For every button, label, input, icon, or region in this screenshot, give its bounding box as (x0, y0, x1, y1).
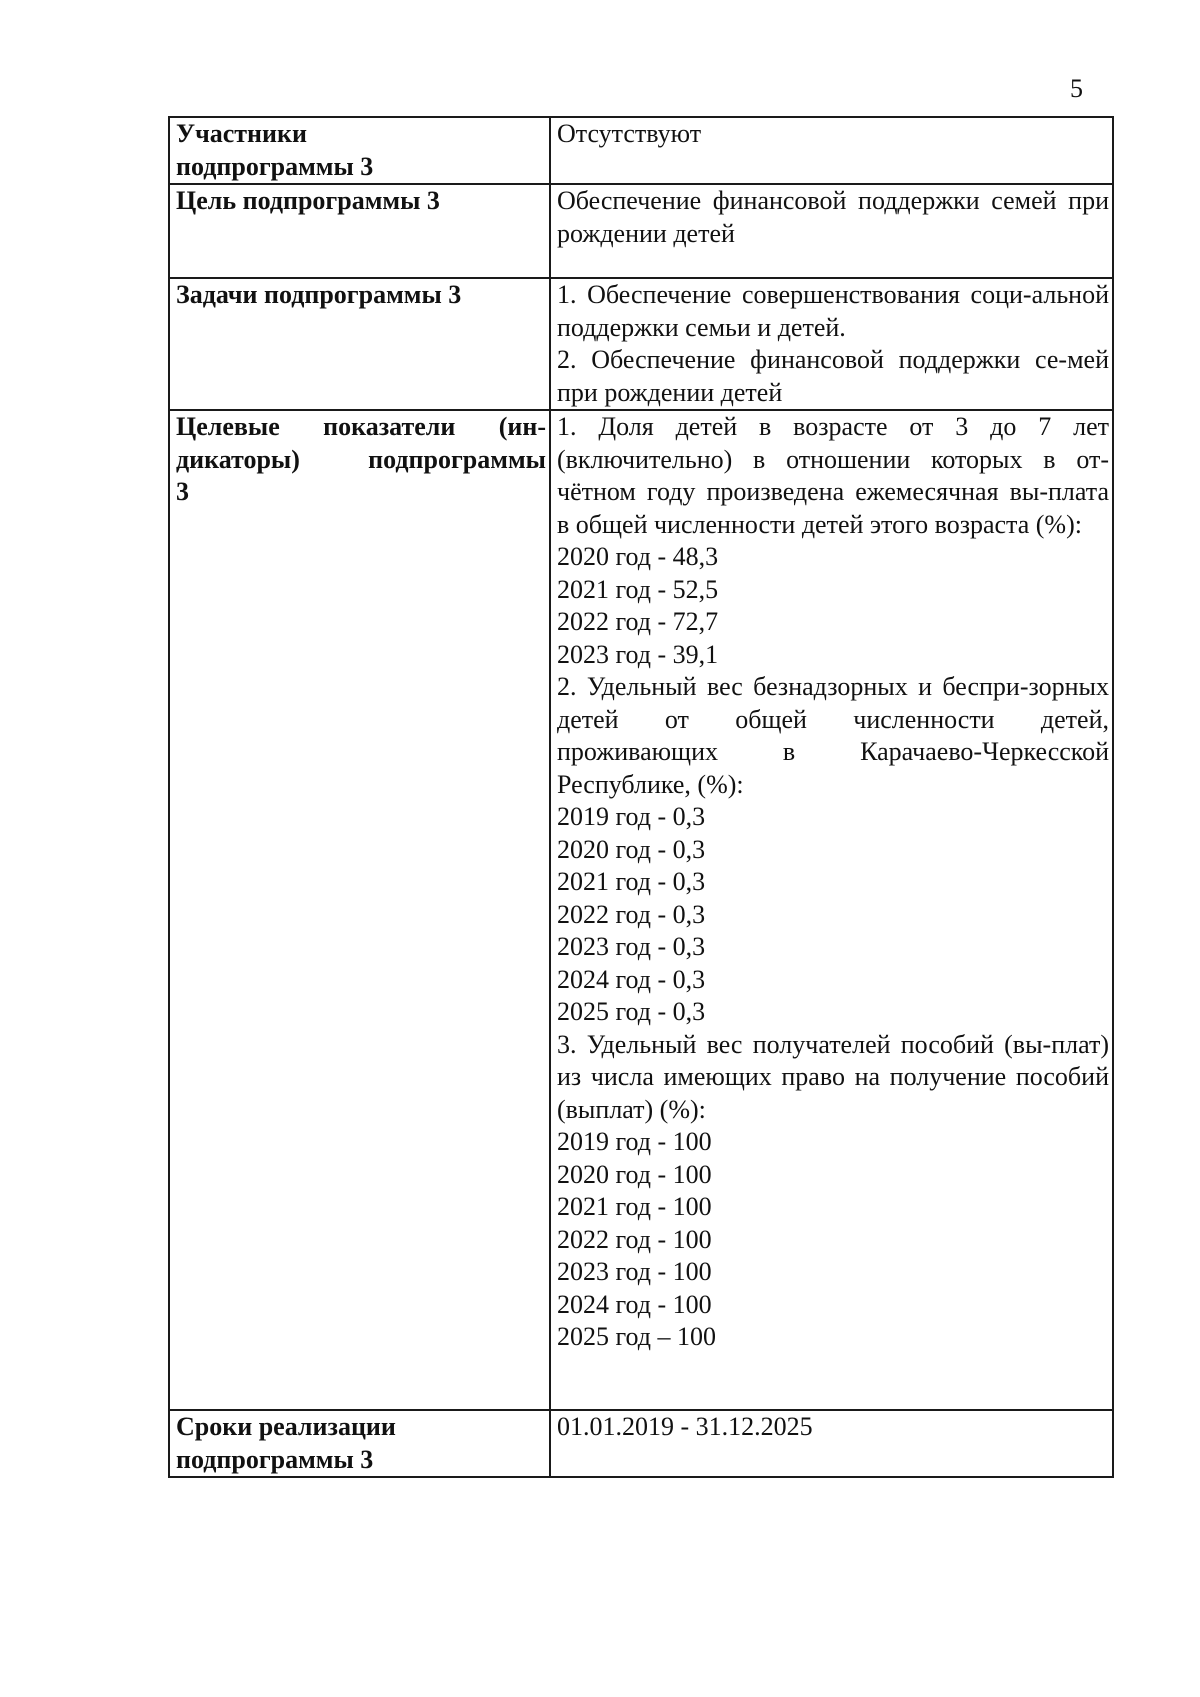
row-label-tasks (169, 278, 550, 410)
value-text: 01.01.2019 - 31.12.2025 (557, 1412, 813, 1441)
row-value-terms (550, 1410, 1113, 1477)
table-row-goal (169, 184, 1113, 278)
indicator-1-text: 1. Доля детей в возрасте от 3 до 7 лет (включительно) в отношении которых в от-чётном году произведена ежемесячная вы-плата в общей численности детей этого возраста (%): (557, 412, 1109, 539)
label-line: Целевые показатели (ин- (176, 412, 546, 441)
row-value-indicators (550, 410, 1113, 1410)
row-label-goal (169, 184, 550, 278)
indicator-value: 2022 год - 100 (557, 1224, 712, 1254)
indicator-3-text: 3. Удельный вес получателей пособий (вы-плат) из числа имеющих право на получение пособий (выплат) (%): (557, 1029, 1109, 1124)
row-value-participants (550, 117, 1113, 184)
indicator-value: 2025 год – 100 (557, 1322, 716, 1351)
subprogram-passport-table (168, 116, 1114, 1478)
table-row-participants (169, 117, 1113, 184)
indicator-value: 2021 год - 52,5 (557, 574, 719, 604)
indicator-value: 2024 год - 0,3 (557, 964, 706, 994)
indicator-value: 2019 год - 0,3 (557, 802, 706, 831)
indicator-value: 2022 год - 0,3 (557, 899, 706, 929)
label-line: Участники (176, 119, 307, 148)
value-text: 2. Обеспечение финансовой поддержки се-мей при рождении детей (557, 345, 1109, 407)
value-text: 1. Обеспечение совершенствования соци-альной поддержки семьи и детей. (557, 280, 1109, 342)
label-line: Цель подпрограммы 3 (176, 186, 440, 215)
table-row-terms (169, 1410, 1113, 1477)
label-line: Задачи подпрограммы 3 (176, 280, 462, 309)
row-label-indicators (169, 410, 550, 1410)
value-text: Отсутствуют (557, 119, 702, 148)
row-value-tasks (550, 278, 1113, 410)
row-label-participants (169, 117, 550, 184)
label-line: Сроки реализации (176, 1412, 396, 1441)
label-line: дикаторы) подпрограммы (176, 444, 546, 474)
indicator-value: 2023 год - 0,3 (557, 932, 706, 961)
indicator-value: 2020 год - 0,3 (557, 834, 706, 864)
indicator-value: 2019 год - 100 (557, 1127, 712, 1156)
label-line: подпрограммы 3 (176, 1444, 374, 1474)
indicator-value: 2022 год - 72,7 (557, 607, 719, 636)
indicator-value: 2024 год - 100 (557, 1289, 712, 1319)
table-row-tasks (169, 278, 1113, 410)
indicator-value: 2023 год - 39,1 (557, 639, 719, 669)
indicator-value: 2025 год - 0,3 (557, 997, 706, 1026)
indicator-value: 2020 год - 48,3 (557, 542, 719, 571)
row-label-terms (169, 1410, 550, 1477)
indicator-2-text: 2. Удельный вес безнадзорных и беспри-зорных детей от общей численности детей, проживающих в Карачаево-Черкесской Республике, (%): (557, 672, 1109, 799)
indicator-value: 2021 год - 100 (557, 1192, 712, 1221)
page-number: 5 (1070, 74, 1083, 103)
label-line: подпрограммы 3 (176, 151, 374, 181)
value-text: Обеспечение финансовой поддержки семей при рождении детей (557, 186, 1109, 248)
row-value-goal (550, 184, 1113, 278)
indicator-value: 2021 год - 0,3 (557, 867, 706, 896)
label-line: 3 (176, 477, 189, 506)
indicator-value: 2023 год - 100 (557, 1257, 712, 1286)
indicator-value: 2020 год - 100 (557, 1159, 712, 1189)
table-row-indicators (169, 410, 1113, 1410)
